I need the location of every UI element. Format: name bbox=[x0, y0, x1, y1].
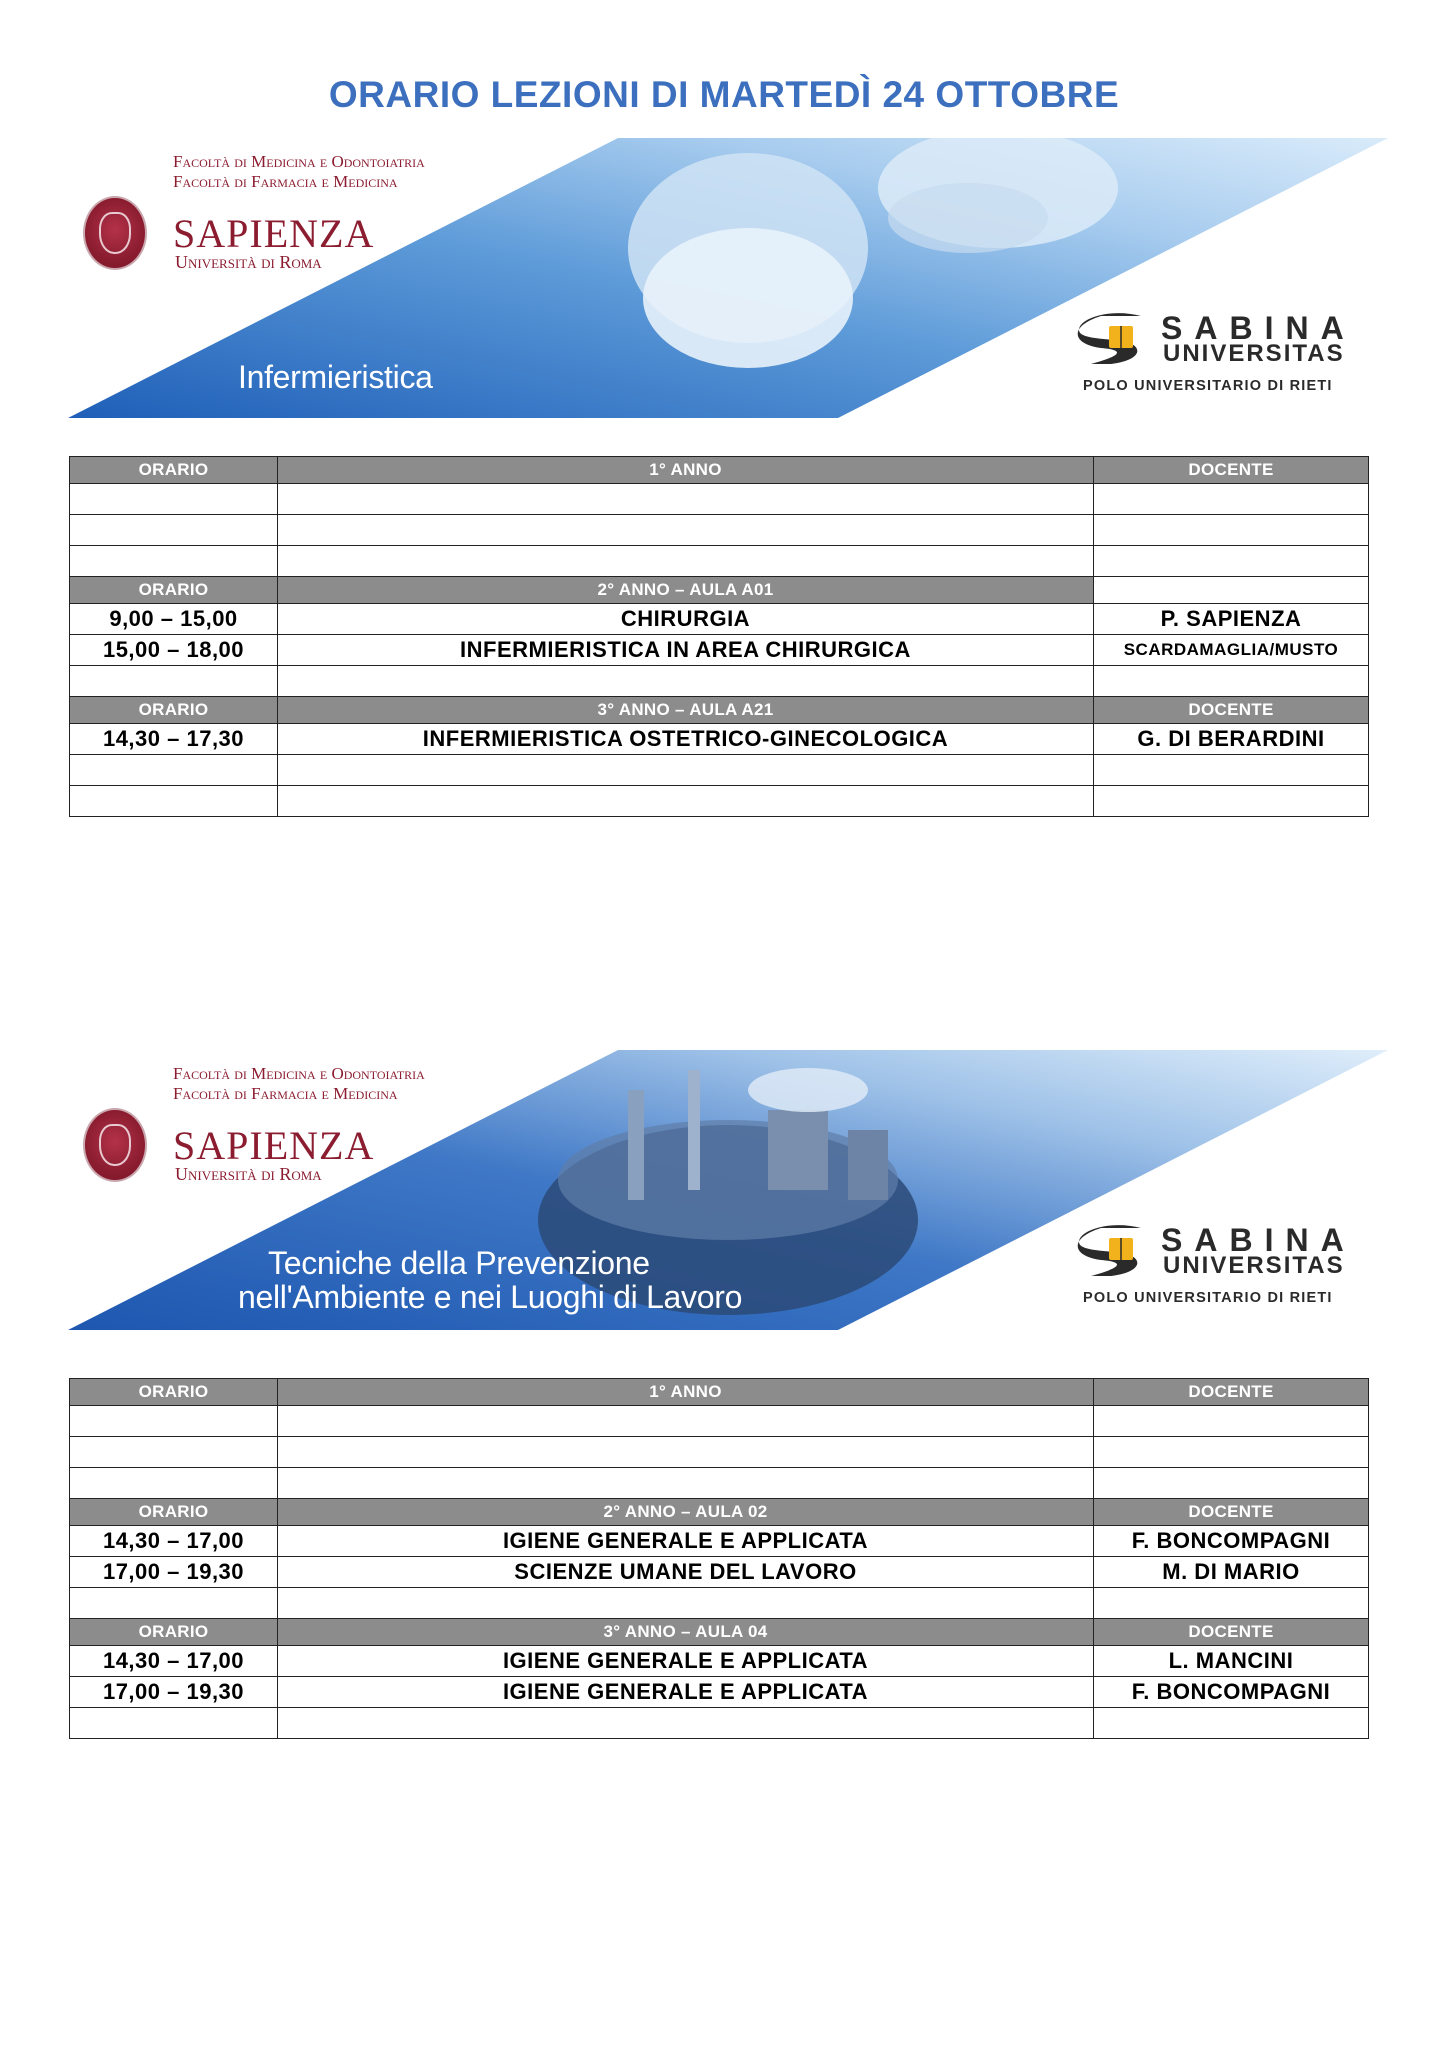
course-title-line: Tecniche della Prevenzione bbox=[268, 1245, 650, 1281]
cell-orario: 14,30 – 17,00 bbox=[70, 1526, 278, 1557]
table-row bbox=[70, 1708, 1369, 1739]
header-anno: 1° ANNO bbox=[278, 1379, 1094, 1406]
cell-teacher bbox=[1094, 1437, 1369, 1468]
cell-subject: SCIENZE UMANE DEL LAVORO bbox=[278, 1557, 1094, 1588]
schedule-table-prevenzione bbox=[69, 1378, 1369, 1739]
header-docente: DOCENTE bbox=[1094, 1379, 1369, 1406]
cell-orario: 14,30 – 17,00 bbox=[70, 1646, 278, 1677]
table-row bbox=[70, 1526, 1369, 1557]
table-row bbox=[70, 1557, 1369, 1588]
course-title-line: Infermieristica bbox=[238, 359, 433, 395]
header-docente: DOCENTE bbox=[1094, 1619, 1369, 1646]
course-title-line: nell'Ambiente e nei Luoghi di Lavoro bbox=[238, 1279, 743, 1315]
cell-subject bbox=[278, 666, 1094, 697]
sabina-name-2: UNIVERSITAS bbox=[1163, 1252, 1345, 1279]
cell-orario bbox=[70, 1468, 278, 1499]
table-row bbox=[70, 635, 1369, 666]
cell-subject bbox=[278, 1406, 1094, 1437]
table-row bbox=[70, 724, 1369, 755]
cell-subject: IGIENE GENERALE E APPLICATA bbox=[278, 1526, 1094, 1557]
cell-teacher: F. BONCOMPAGNI bbox=[1094, 1677, 1369, 1708]
table-row bbox=[70, 546, 1369, 577]
header-anno: 3° ANNO – AULA A21 bbox=[278, 697, 1094, 724]
banner-infermieristica bbox=[68, 138, 1388, 418]
table-row bbox=[70, 604, 1369, 635]
header-orario: ORARIO bbox=[70, 577, 278, 604]
sapienza-seal-icon bbox=[83, 196, 147, 270]
sabina-logo bbox=[1071, 1220, 1371, 1310]
cell-orario bbox=[70, 1588, 278, 1619]
university-subname: Università di Roma bbox=[175, 1164, 322, 1184]
cell-orario: 14,30 – 17,30 bbox=[70, 724, 278, 755]
table-row bbox=[70, 1437, 1369, 1468]
header-anno: 3° ANNO – AULA 04 bbox=[278, 1619, 1094, 1646]
sabina-book-icon bbox=[1071, 1220, 1161, 1280]
header-orario: ORARIO bbox=[70, 457, 278, 484]
banner-prevenzione bbox=[68, 1050, 1388, 1330]
cell-subject bbox=[278, 1708, 1094, 1739]
cell-subject bbox=[278, 484, 1094, 515]
sabina-name-1: SABINA bbox=[1161, 1222, 1356, 1258]
cell-orario bbox=[70, 666, 278, 697]
cell-orario: 17,00 – 19,30 bbox=[70, 1557, 278, 1588]
header-docente: DOCENTE bbox=[1094, 1499, 1369, 1526]
cell-orario bbox=[70, 1708, 278, 1739]
university-subname: Università di Roma bbox=[175, 252, 322, 272]
table-header-row bbox=[70, 1499, 1369, 1526]
cell-subject: IGIENE GENERALE E APPLICATA bbox=[278, 1646, 1094, 1677]
table-header-row bbox=[70, 457, 1369, 484]
cell-subject bbox=[278, 786, 1094, 817]
header-orario: ORARIO bbox=[70, 1619, 278, 1646]
header-anno: 2° ANNO – AULA 02 bbox=[278, 1499, 1094, 1526]
cell-teacher bbox=[1094, 1588, 1369, 1619]
table-row bbox=[70, 1468, 1369, 1499]
cell-orario bbox=[70, 546, 278, 577]
table-row bbox=[70, 755, 1369, 786]
cell-subject: INFERMIERISTICA OSTETRICO-GINECOLOGICA bbox=[278, 724, 1094, 755]
university-name: SAPIENZA bbox=[173, 1123, 375, 1168]
cell-orario: 17,00 – 19,30 bbox=[70, 1677, 278, 1708]
table-header-row bbox=[70, 1379, 1369, 1406]
table-row bbox=[70, 1646, 1369, 1677]
table-row bbox=[70, 484, 1369, 515]
cell-subject: IGIENE GENERALE E APPLICATA bbox=[278, 1677, 1094, 1708]
cell-teacher bbox=[1094, 546, 1369, 577]
sabina-tagline: POLO UNIVERSITARIO DI RIETI bbox=[1083, 378, 1333, 394]
cell-orario bbox=[70, 515, 278, 546]
cell-teacher bbox=[1094, 666, 1369, 697]
cell-subject bbox=[278, 1437, 1094, 1468]
cell-teacher bbox=[1094, 515, 1369, 546]
cell-subject bbox=[278, 1588, 1094, 1619]
sabina-name-2: UNIVERSITAS bbox=[1163, 340, 1345, 367]
header-docente: DOCENTE bbox=[1094, 457, 1369, 484]
cell-teacher bbox=[1094, 1708, 1369, 1739]
schedule-table-infermieristica bbox=[69, 456, 1369, 817]
cell-subject: INFERMIERISTICA IN AREA CHIRURGICA bbox=[278, 635, 1094, 666]
cell-teacher bbox=[1094, 1406, 1369, 1437]
header-anno: 2° ANNO – AULA A01 bbox=[278, 577, 1094, 604]
cell-teacher: F. BONCOMPAGNI bbox=[1094, 1526, 1369, 1557]
table-header-row bbox=[70, 1619, 1369, 1646]
cell-orario bbox=[70, 1437, 278, 1468]
cell-teacher bbox=[1094, 484, 1369, 515]
sabina-name-1: SABINA bbox=[1161, 310, 1356, 346]
course-title bbox=[238, 360, 433, 394]
faculty-line-1: Facoltà di Medicina e Odontoiatria bbox=[173, 1064, 425, 1083]
faculty-line-2: Facoltà di Farmacia e Medicina bbox=[173, 172, 398, 191]
sapienza-seal-icon bbox=[83, 1108, 147, 1182]
cell-orario bbox=[70, 484, 278, 515]
cell-teacher: SCARDAMAGLIA/MUSTO bbox=[1094, 635, 1369, 666]
table-row bbox=[70, 786, 1369, 817]
header-orario: ORARIO bbox=[70, 697, 278, 724]
header-orario: ORARIO bbox=[70, 1379, 278, 1406]
faculty-line-1: Facoltà di Medicina e Odontoiatria bbox=[173, 152, 425, 171]
table-row bbox=[70, 1677, 1369, 1708]
cell-teacher bbox=[1094, 786, 1369, 817]
cell-teacher: M. DI MARIO bbox=[1094, 1557, 1369, 1588]
cell-teacher: P. SAPIENZA bbox=[1094, 604, 1369, 635]
sabina-book-icon bbox=[1071, 308, 1161, 368]
cell-subject bbox=[278, 515, 1094, 546]
table-row bbox=[70, 1588, 1369, 1619]
sabina-tagline: POLO UNIVERSITARIO DI RIETI bbox=[1083, 1290, 1333, 1306]
cell-teacher bbox=[1094, 1468, 1369, 1499]
cell-orario: 9,00 – 15,00 bbox=[70, 604, 278, 635]
header-orario: ORARIO bbox=[70, 1499, 278, 1526]
faculty-line-2: Facoltà di Farmacia e Medicina bbox=[173, 1084, 398, 1103]
table-row bbox=[70, 515, 1369, 546]
table-header-row bbox=[70, 577, 1369, 604]
table-row bbox=[70, 1406, 1369, 1437]
cell-subject bbox=[278, 755, 1094, 786]
university-name: SAPIENZA bbox=[173, 211, 375, 256]
cell-subject bbox=[278, 546, 1094, 577]
cell-teacher: G. DI BERARDINI bbox=[1094, 724, 1369, 755]
cell-subject: CHIRURGIA bbox=[278, 604, 1094, 635]
cell-subject bbox=[278, 1468, 1094, 1499]
header-anno: 1° ANNO bbox=[278, 457, 1094, 484]
course-title bbox=[238, 1246, 742, 1314]
header-docente bbox=[1094, 577, 1369, 604]
cell-orario bbox=[70, 755, 278, 786]
cell-orario: 15,00 – 18,00 bbox=[70, 635, 278, 666]
cell-orario bbox=[70, 786, 278, 817]
table-row bbox=[70, 666, 1369, 697]
table-header-row bbox=[70, 697, 1369, 724]
cell-teacher bbox=[1094, 755, 1369, 786]
page-title: ORARIO LEZIONI DI MARTEDÌ 24 OTTOBRE bbox=[328, 74, 1120, 115]
header-docente: DOCENTE bbox=[1094, 697, 1369, 724]
cell-teacher: L. MANCINI bbox=[1094, 1646, 1369, 1677]
sabina-logo bbox=[1071, 308, 1371, 398]
cell-orario bbox=[70, 1406, 278, 1437]
